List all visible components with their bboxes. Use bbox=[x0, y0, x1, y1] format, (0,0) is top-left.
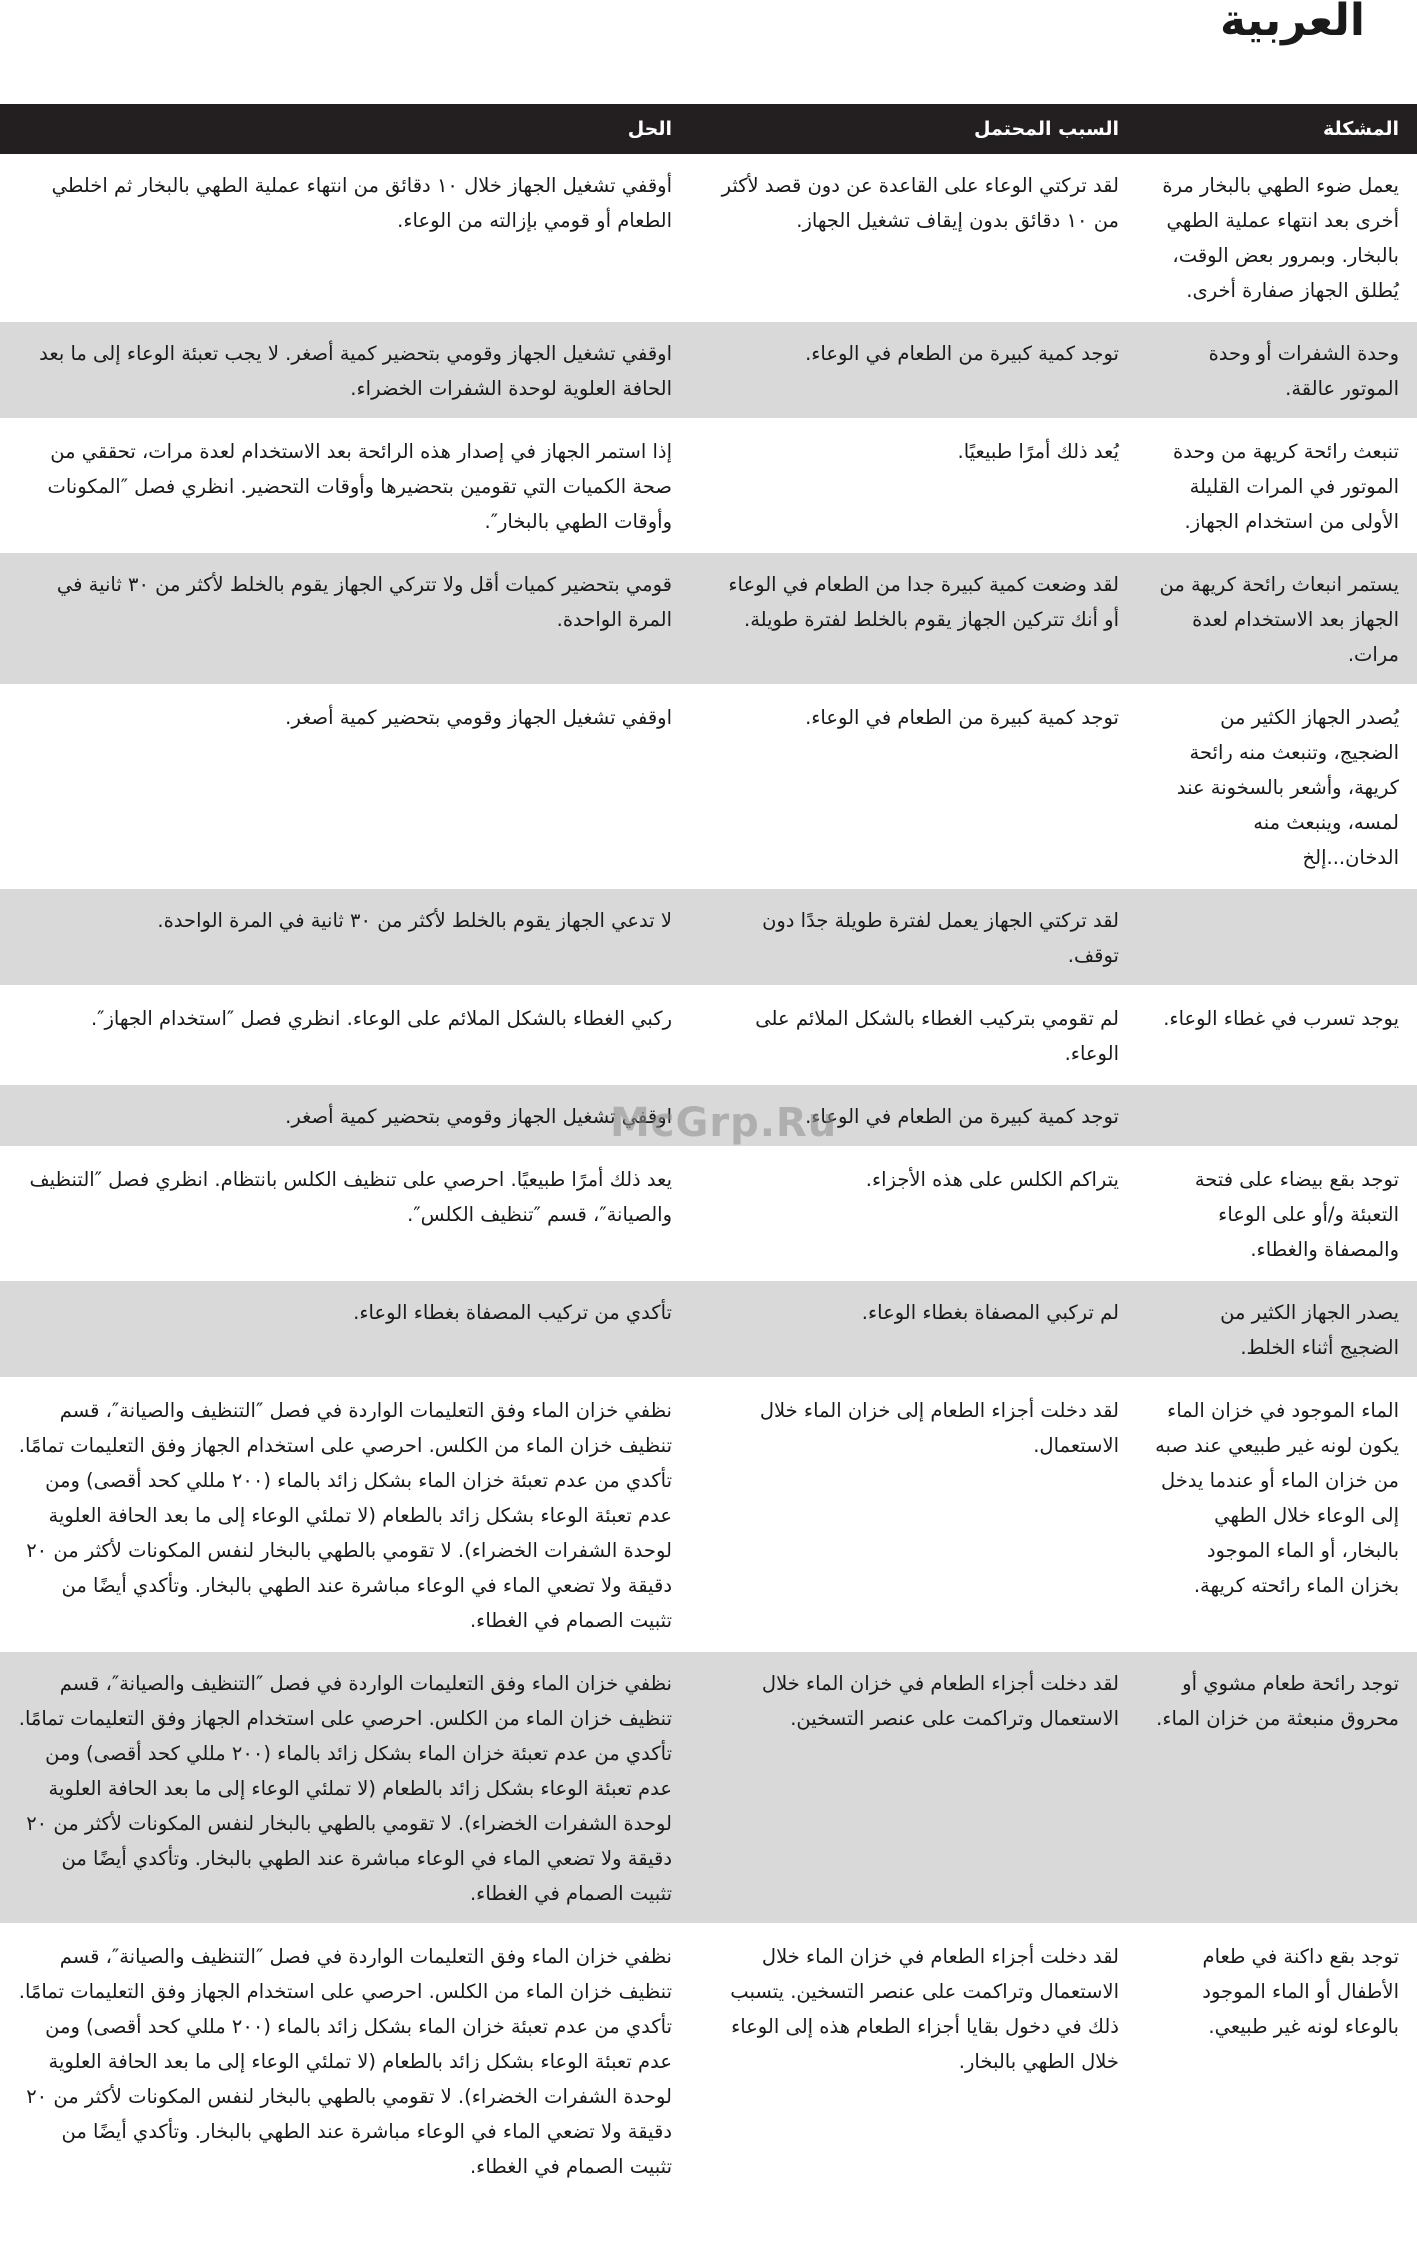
watermark: McGrp.Ru bbox=[610, 1100, 838, 1146]
table-row bbox=[0, 1147, 1417, 1280]
cell-solution: اوقفي تشغيل الجهاز وقومي بتحضير كمية أصغر. bbox=[0, 685, 690, 888]
cell-solution: اوقفي تشغيل الجهاز وقومي بتحضير كمية أصغر. bbox=[0, 1084, 690, 1147]
cell-cause: توجد كمية كبيرة من الطعام في الوعاء. bbox=[690, 685, 1137, 888]
table-row bbox=[0, 1378, 1417, 1651]
table-row bbox=[0, 1084, 1417, 1147]
cell-problem: تنبعث رائحة كريهة من وحدة الموتور في المرات القليلة الأولى من استخدام الجهاز. bbox=[1137, 419, 1417, 552]
cell-cause: لقد وضعت كمية كبيرة جدا من الطعام في الوعاء أو أنك تتركين الجهاز يقوم بالخلط لفترة طويلة. bbox=[690, 552, 1137, 685]
cell-cause: توجد كمية كبيرة من الطعام في الوعاء. bbox=[690, 1084, 1137, 1147]
cell-cause: لقد دخلت أجزاء الطعام إلى خزان الماء خلال الاستعمال. bbox=[690, 1378, 1137, 1651]
cell-cause: يتراكم الكلس على هذه الأجزاء. bbox=[690, 1147, 1137, 1280]
cell-solution: قومي بتحضير كميات أقل ولا تتركي الجهاز يقوم بالخلط لأكثر من ٣٠ ثانية في المرة الواحدة. bbox=[0, 552, 690, 685]
cell-solution: اوقفي تشغيل الجهاز وقومي بتحضير كمية أصغر. لا يجب تعبئة الوعاء إلى ما بعد الحافة العلوية لوحدة الشفرات الخضراء. bbox=[0, 321, 690, 419]
table-header-row bbox=[0, 104, 1417, 154]
cell-cause: توجد كمية كبيرة من الطعام في الوعاء. bbox=[690, 321, 1137, 419]
cell-solution: نظفي خزان الماء وفق التعليمات الواردة في فصل ″التنظيف والصيانة″، قسم تنظيف خزان الماء من الكلس. احرصي على استخدام الجهاز وفق التعليمات تمامًا. تأكدي من عدم تعبئة خزان الماء بشكل زائد بالماء (٢٠٠ مللي كحد أقصى) ومن عدم تعبئة الوعاء بشكل زائد بالطعام (لا تملئي الوعاء إلى ما بعد الحافة العلوية لوحدة الشفرات الخضراء). لا تقومي بالطهي بالبخار لنفس المكونات لأكثر من ٢٠ دقيقة ولا تضعي الماء في الوعاء مباشرة عند الطهي بالبخار. وتأكدي أيضًا من تثبيت الصمام في الغطاء. bbox=[0, 1651, 690, 1924]
cell-solution: لا تدعي الجهاز يقوم بالخلط لأكثر من ٣٠ ثانية في المرة الواحدة. bbox=[0, 888, 690, 986]
cell-problem: وحدة الشفرات أو وحدة الموتور عالقة. bbox=[1137, 321, 1417, 419]
cell-solution: تأكدي من تركيب المصفاة بغطاء الوعاء. bbox=[0, 1280, 690, 1378]
cell-cause: لم تقومي بتركيب الغطاء بالشكل الملائم على الوعاء. bbox=[690, 986, 1137, 1084]
table-row bbox=[0, 888, 1417, 986]
cell-problem bbox=[1137, 888, 1417, 986]
cell-problem: الماء الموجود في خزان الماء يكون لونه غير طبيعي عند صبه من خزان الماء أو عندما يدخل إلى الوعاء خلال الطهي بالبخار، أو الماء الموجود بخزان الماء رائحته كريهة. bbox=[1137, 1378, 1417, 1651]
cell-solution: إذا استمر الجهاز في إصدار هذه الرائحة بعد الاستخدام لعدة مرات، تحققي من صحة الكميات التي تقومين بتحضيرها وأوقات التحضير. انظري فصل ″المكونات وأوقات الطهي بالبخار″. bbox=[0, 419, 690, 552]
cell-cause: لقد دخلت أجزاء الطعام في خزان الماء خلال الاستعمال وتراكمت على عنصر التسخين. bbox=[690, 1651, 1137, 1924]
cell-solution: أوقفي تشغيل الجهاز خلال ١٠ دقائق من انتهاء عملية الطهي بالبخار ثم اخلطي الطعام أو قومي بإزالته من الوعاء. bbox=[0, 154, 690, 321]
table-row bbox=[0, 1280, 1417, 1378]
cell-problem: توجد بقع بيضاء على فتحة التعبئة و/أو على الوعاء والمصفاة والغطاء. bbox=[1137, 1147, 1417, 1280]
page-title: العربية bbox=[1220, 0, 1365, 46]
cell-cause: يُعد ذلك أمرًا طبيعيًا. bbox=[690, 419, 1137, 552]
cell-problem: توجد رائحة طعام مشوي أو محروق منبعثة من خزان الماء. bbox=[1137, 1651, 1417, 1924]
cell-solution: يعد ذلك أمرًا طبيعيًا. احرصي على تنظيف الكلس بانتظام. انظري فصل ″التنظيف والصيانة″، قسم ″تنظيف الكلس″. bbox=[0, 1147, 690, 1280]
cell-solution: نظفي خزان الماء وفق التعليمات الواردة في فصل ″التنظيف والصيانة″، قسم تنظيف خزان الماء من الكلس. احرصي على استخدام الجهاز وفق التعليمات تمامًا. تأكدي من عدم تعبئة خزان الماء بشكل زائد بالماء (٢٠٠ مللي كحد أقصى) ومن عدم تعبئة الوعاء بشكل زائد بالطعام (لا تملئي الوعاء إلى ما بعد الحافة العلوية لوحدة الشفرات الخضراء). لا تقومي بالطهي بالبخار لنفس المكونات لأكثر من ٢٠ دقيقة ولا تضعي الماء في الوعاء مباشرة عند الطهي بالبخار. وتأكدي أيضًا من تثبيت الصمام في الغطاء. bbox=[0, 1924, 690, 2197]
cell-cause: لقد تركتي الجهاز يعمل لفترة طويلة جدًا دون توقف. bbox=[690, 888, 1137, 986]
cell-problem: يوجد تسرب في غطاء الوعاء. bbox=[1137, 986, 1417, 1084]
table-row bbox=[0, 986, 1417, 1084]
cell-cause: لقد تركتي الوعاء على القاعدة عن دون قصد لأكثر من ١٠ دقائق بدون إيقاف تشغيل الجهاز. bbox=[690, 154, 1137, 321]
cell-problem: يستمر انبعاث رائحة كريهة من الجهاز بعد الاستخدام لعدة مرات. bbox=[1137, 552, 1417, 685]
cell-problem: يعمل ضوء الطهي بالبخار مرة أخرى بعد انتهاء عملية الطهي بالبخار. وبمرور بعض الوقت، يُطلق الجهاز صفارة أخرى. bbox=[1137, 154, 1417, 321]
header-solution: الحل bbox=[0, 104, 690, 154]
table-row bbox=[0, 321, 1417, 419]
cell-problem bbox=[1137, 1084, 1417, 1147]
troubleshooting-table bbox=[0, 104, 1417, 2198]
table-row bbox=[0, 1651, 1417, 1924]
cell-problem: يُصدر الجهاز الكثير من الضجيج، وتنبعث منه رائحة كريهة، وأشعر بالسخونة عند لمسه، وينبعث منه الدخان...إلخ bbox=[1137, 685, 1417, 888]
table-row bbox=[0, 154, 1417, 321]
cell-cause: لم تركبي المصفاة بغطاء الوعاء. bbox=[690, 1280, 1137, 1378]
table-row bbox=[0, 552, 1417, 685]
cell-problem: يصدر الجهاز الكثير من الضجيج أثناء الخلط. bbox=[1137, 1280, 1417, 1378]
table-row bbox=[0, 1924, 1417, 2197]
cell-problem: توجد بقع داكنة في طعام الأطفال أو الماء الموجود بالوعاء لونه غير طبيعي. bbox=[1137, 1924, 1417, 2197]
header-cause: السبب المحتمل bbox=[690, 104, 1137, 154]
table-row bbox=[0, 685, 1417, 888]
cell-solution: ركبي الغطاء بالشكل الملائم على الوعاء. انظري فصل ″استخدام الجهاز″. bbox=[0, 986, 690, 1084]
header-problem: المشكلة bbox=[1137, 104, 1417, 154]
cell-solution: نظفي خزان الماء وفق التعليمات الواردة في فصل ″التنظيف والصيانة″، قسم تنظيف خزان الماء من الكلس. احرصي على استخدام الجهاز وفق التعليمات تمامًا. تأكدي من عدم تعبئة خزان الماء بشكل زائد بالماء (٢٠٠ مللي كحد أقصى) ومن عدم تعبئة الوعاء بشكل زائد بالطعام (لا تملئي الوعاء إلى ما بعد الحافة العلوية لوحدة الشفرات الخضراء). لا تقومي بالطهي بالبخار لنفس المكونات لأكثر من ٢٠ دقيقة ولا تضعي الماء في الوعاء مباشرة عند الطهي بالبخار. وتأكدي أيضًا من تثبيت الصمام في الغطاء. bbox=[0, 1378, 690, 1651]
table-row bbox=[0, 419, 1417, 552]
cell-cause: لقد دخلت أجزاء الطعام في خزان الماء خلال الاستعمال وتراكمت على عنصر التسخين. يتسبب ذلك في دخول بقايا أجزاء الطعام هذه إلى الوعاء خلال الطهي بالبخار. bbox=[690, 1924, 1137, 2197]
